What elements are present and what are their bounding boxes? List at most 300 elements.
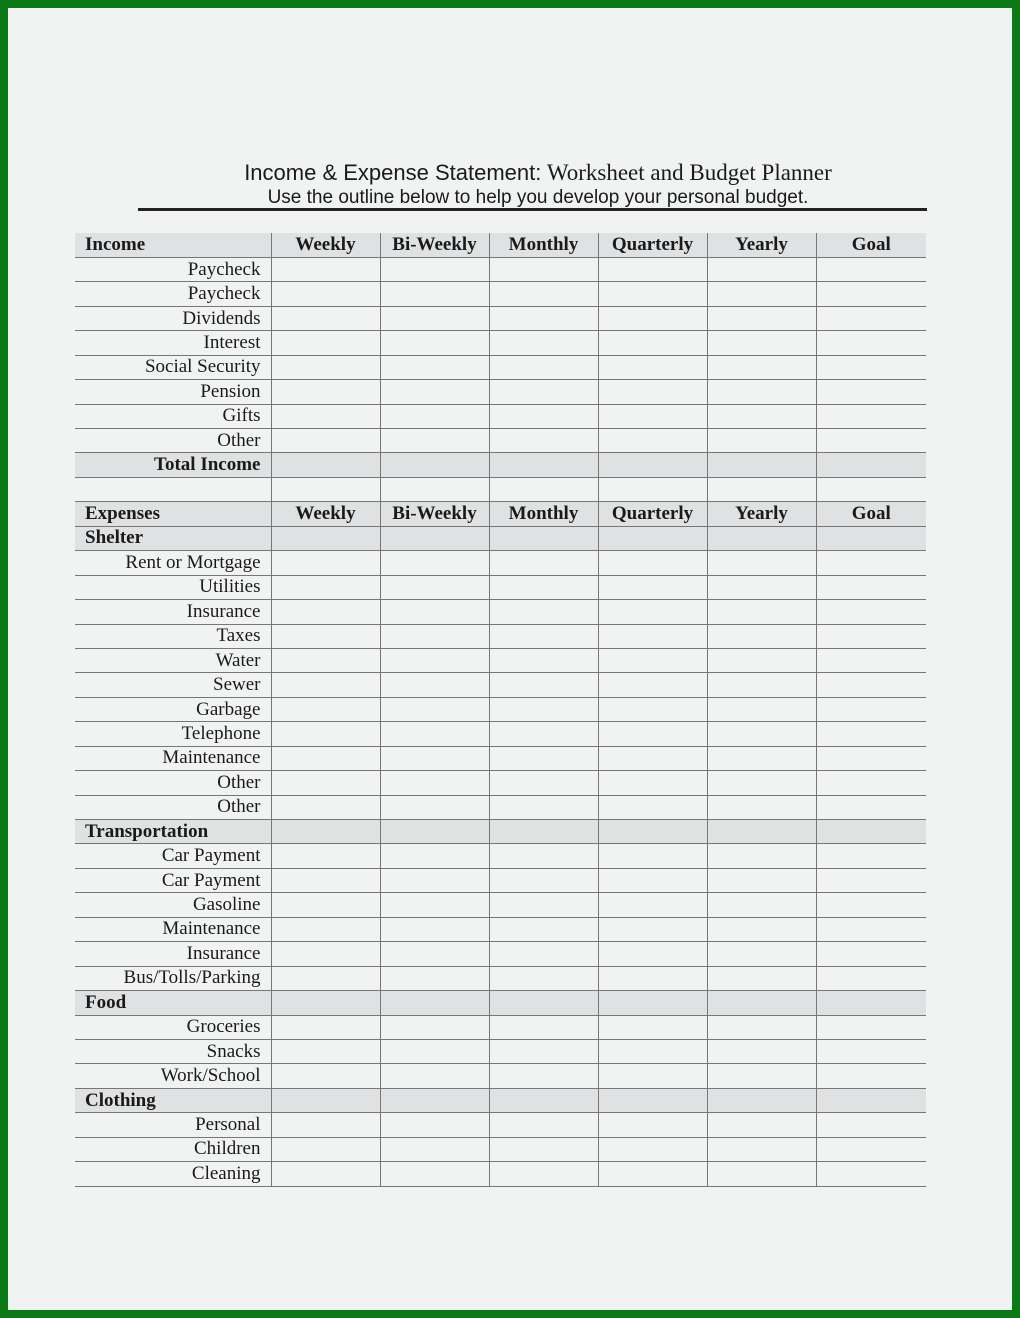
amount-cell[interactable]	[816, 1039, 926, 1063]
amount-cell[interactable]	[380, 1137, 489, 1161]
amount-cell[interactable]	[489, 746, 598, 770]
amount-cell[interactable]	[707, 673, 816, 697]
income-row	[75, 257, 926, 281]
amount-cell[interactable]	[707, 917, 816, 941]
expense-row	[75, 966, 926, 990]
amount-cell[interactable]	[380, 697, 489, 721]
amount-cell[interactable]	[271, 1137, 380, 1161]
amount-cell	[598, 477, 707, 501]
amount-cell[interactable]	[707, 966, 816, 990]
amount-cell[interactable]	[598, 771, 707, 795]
amount-cell[interactable]	[598, 966, 707, 990]
amount-cell[interactable]	[271, 1162, 380, 1186]
amount-cell[interactable]	[489, 1162, 598, 1186]
amount-cell[interactable]	[489, 1015, 598, 1039]
row-label: Interest	[75, 331, 271, 355]
amount-cell[interactable]	[489, 282, 598, 306]
amount-cell[interactable]	[271, 648, 380, 672]
amount-cell[interactable]	[271, 1064, 380, 1088]
amount-cell[interactable]	[380, 844, 489, 868]
amount-cell[interactable]	[816, 893, 926, 917]
expense-row	[75, 1039, 926, 1063]
amount-cell[interactable]	[271, 306, 380, 330]
amount-cell[interactable]	[271, 551, 380, 575]
amount-cell	[380, 820, 489, 844]
amount-cell[interactable]	[598, 404, 707, 428]
category-heading: Food	[75, 991, 271, 1015]
amount-cell[interactable]	[380, 722, 489, 746]
amount-cell[interactable]	[707, 697, 816, 721]
amount-cell[interactable]	[598, 380, 707, 404]
amount-cell[interactable]	[816, 1113, 926, 1137]
amount-cell[interactable]	[271, 453, 380, 477]
amount-cell	[598, 526, 707, 550]
income-row	[75, 306, 926, 330]
amount-cell[interactable]	[707, 453, 816, 477]
amount-cell[interactable]	[380, 1162, 489, 1186]
amount-cell[interactable]	[271, 429, 380, 453]
amount-cell[interactable]	[816, 380, 926, 404]
expenses-header-row	[75, 502, 926, 526]
row-label: Sewer	[75, 673, 271, 697]
amount-cell[interactable]	[380, 942, 489, 966]
amount-cell[interactable]	[489, 942, 598, 966]
title-main: Income & Expense Statement:	[244, 160, 542, 185]
amount-cell[interactable]	[380, 1113, 489, 1137]
amount-cell[interactable]	[380, 331, 489, 355]
amount-cell[interactable]	[816, 624, 926, 648]
amount-cell[interactable]	[271, 917, 380, 941]
amount-cell[interactable]	[816, 1162, 926, 1186]
amount-cell[interactable]	[598, 1137, 707, 1161]
amount-cell[interactable]	[380, 551, 489, 575]
amount-cell[interactable]	[380, 306, 489, 330]
amount-cell[interactable]	[380, 404, 489, 428]
amount-cell[interactable]	[816, 453, 926, 477]
amount-cell	[707, 526, 816, 550]
document-heading	[138, 158, 938, 208]
amount-cell[interactable]	[816, 404, 926, 428]
budget-table	[75, 233, 926, 1187]
row-label: Paycheck	[75, 257, 271, 281]
income-header-row	[75, 233, 926, 257]
amount-cell[interactable]	[489, 844, 598, 868]
expense-row	[75, 942, 926, 966]
amount-cell[interactable]	[598, 1162, 707, 1186]
expense-row	[75, 575, 926, 599]
amount-cell	[271, 526, 380, 550]
expense-row	[75, 551, 926, 575]
amount-cell[interactable]	[707, 380, 816, 404]
amount-cell[interactable]	[707, 282, 816, 306]
amount-cell[interactable]	[380, 795, 489, 819]
column-header: Goal	[816, 233, 926, 257]
amount-cell[interactable]	[598, 624, 707, 648]
amount-cell[interactable]	[380, 1064, 489, 1088]
amount-cell	[380, 526, 489, 550]
amount-cell[interactable]	[489, 1064, 598, 1088]
row-label: Children	[75, 1137, 271, 1161]
amount-cell[interactable]	[598, 453, 707, 477]
amount-cell	[707, 991, 816, 1015]
amount-cell[interactable]	[598, 257, 707, 281]
category-header-row	[75, 526, 926, 550]
row-label: Water	[75, 648, 271, 672]
amount-cell[interactable]	[707, 551, 816, 575]
amount-cell[interactable]	[816, 1064, 926, 1088]
amount-cell[interactable]	[816, 673, 926, 697]
amount-cell[interactable]	[489, 355, 598, 379]
amount-cell[interactable]	[598, 551, 707, 575]
expense-row	[75, 648, 926, 672]
amount-cell[interactable]	[489, 868, 598, 892]
amount-cell[interactable]	[707, 795, 816, 819]
amount-cell[interactable]	[380, 429, 489, 453]
amount-cell[interactable]	[489, 673, 598, 697]
amount-cell[interactable]	[489, 257, 598, 281]
amount-cell[interactable]	[598, 429, 707, 453]
amount-cell[interactable]	[816, 697, 926, 721]
amount-cell[interactable]	[816, 355, 926, 379]
amount-cell[interactable]	[380, 600, 489, 624]
amount-cell[interactable]	[598, 868, 707, 892]
row-label: Pension	[75, 380, 271, 404]
amount-cell[interactable]	[598, 893, 707, 917]
amount-cell[interactable]	[707, 893, 816, 917]
amount-cell[interactable]	[380, 771, 489, 795]
amount-cell	[598, 991, 707, 1015]
column-header: Weekly	[271, 502, 380, 526]
amount-cell	[380, 1088, 489, 1112]
expense-row	[75, 1113, 926, 1137]
row-label: Telephone	[75, 722, 271, 746]
expense-row	[75, 868, 926, 892]
category-header-row	[75, 1088, 926, 1112]
amount-cell	[271, 1088, 380, 1112]
amount-cell[interactable]	[489, 893, 598, 917]
amount-cell[interactable]	[707, 404, 816, 428]
amount-cell[interactable]	[816, 429, 926, 453]
amount-cell[interactable]	[489, 551, 598, 575]
amount-cell[interactable]	[707, 722, 816, 746]
amount-cell[interactable]	[271, 624, 380, 648]
amount-cell[interactable]	[707, 600, 816, 624]
amount-cell	[816, 820, 926, 844]
amount-cell[interactable]	[489, 771, 598, 795]
expense-row	[75, 1137, 926, 1161]
amount-cell[interactable]	[380, 1039, 489, 1063]
amount-cell[interactable]	[816, 306, 926, 330]
amount-cell[interactable]	[489, 429, 598, 453]
expense-row	[75, 697, 926, 721]
income-row	[75, 282, 926, 306]
expense-row	[75, 1064, 926, 1088]
amount-cell[interactable]	[489, 404, 598, 428]
amount-cell[interactable]	[707, 942, 816, 966]
row-label: Maintenance	[75, 746, 271, 770]
expense-row	[75, 771, 926, 795]
amount-cell[interactable]	[598, 942, 707, 966]
amount-cell[interactable]	[271, 355, 380, 379]
amount-cell	[489, 526, 598, 550]
amount-cell[interactable]	[598, 1113, 707, 1137]
amount-cell[interactable]	[598, 282, 707, 306]
expense-row	[75, 917, 926, 941]
amount-cell[interactable]	[598, 331, 707, 355]
total-income-row	[75, 453, 926, 477]
amount-cell[interactable]	[271, 380, 380, 404]
amount-cell[interactable]	[271, 771, 380, 795]
category-header-row	[75, 820, 926, 844]
title-secondary: Worksheet and Budget Planner	[546, 160, 832, 185]
title-underline	[138, 208, 927, 211]
row-label: Car Payment	[75, 844, 271, 868]
amount-cell[interactable]	[489, 648, 598, 672]
expense-row	[75, 600, 926, 624]
amount-cell[interactable]	[489, 795, 598, 819]
amount-cell[interactable]	[271, 966, 380, 990]
amount-cell[interactable]	[380, 917, 489, 941]
amount-cell[interactable]	[489, 722, 598, 746]
amount-cell[interactable]	[598, 697, 707, 721]
amount-cell[interactable]	[598, 306, 707, 330]
amount-cell[interactable]	[707, 1015, 816, 1039]
amount-cell[interactable]	[271, 697, 380, 721]
expense-row	[75, 722, 926, 746]
spacer-cell	[75, 477, 271, 501]
column-header: Quarterly	[598, 233, 707, 257]
spacer-row	[75, 477, 926, 501]
amount-cell[interactable]	[489, 1039, 598, 1063]
amount-cell[interactable]	[271, 600, 380, 624]
amount-cell	[489, 1088, 598, 1112]
amount-cell	[816, 991, 926, 1015]
amount-cell[interactable]	[816, 600, 926, 624]
amount-cell	[598, 1088, 707, 1112]
amount-cell[interactable]	[707, 771, 816, 795]
income-row	[75, 429, 926, 453]
amount-cell[interactable]	[489, 306, 598, 330]
amount-cell[interactable]	[489, 453, 598, 477]
amount-cell	[816, 477, 926, 501]
amount-cell[interactable]	[489, 331, 598, 355]
amount-cell	[489, 991, 598, 1015]
amount-cell[interactable]	[271, 795, 380, 819]
column-header: Quarterly	[598, 502, 707, 526]
amount-cell[interactable]	[380, 575, 489, 599]
amount-cell[interactable]	[271, 722, 380, 746]
amount-cell[interactable]	[598, 673, 707, 697]
amount-cell[interactable]	[816, 551, 926, 575]
amount-cell[interactable]	[816, 844, 926, 868]
amount-cell[interactable]	[380, 893, 489, 917]
amount-cell[interactable]	[707, 575, 816, 599]
row-label: Groceries	[75, 1015, 271, 1039]
amount-cell[interactable]	[271, 404, 380, 428]
amount-cell[interactable]	[816, 795, 926, 819]
amount-cell[interactable]	[380, 453, 489, 477]
expense-row	[75, 1162, 926, 1186]
amount-cell[interactable]	[816, 331, 926, 355]
row-label: Bus/Tolls/Parking	[75, 966, 271, 990]
amount-cell	[271, 991, 380, 1015]
amount-cell[interactable]	[380, 1015, 489, 1039]
row-label: Dividends	[75, 306, 271, 330]
amount-cell[interactable]	[816, 575, 926, 599]
income-heading: Income	[75, 233, 271, 257]
amount-cell[interactable]	[489, 380, 598, 404]
amount-cell[interactable]	[489, 575, 598, 599]
amount-cell[interactable]	[271, 1039, 380, 1063]
amount-cell[interactable]	[598, 746, 707, 770]
amount-cell[interactable]	[598, 575, 707, 599]
column-header: Monthly	[489, 502, 598, 526]
amount-cell[interactable]	[271, 331, 380, 355]
amount-cell[interactable]	[271, 575, 380, 599]
amount-cell[interactable]	[598, 722, 707, 746]
amount-cell[interactable]	[489, 1113, 598, 1137]
amount-cell[interactable]	[598, 917, 707, 941]
amount-cell[interactable]	[707, 355, 816, 379]
income-row	[75, 380, 926, 404]
amount-cell[interactable]	[816, 868, 926, 892]
row-label: Gifts	[75, 404, 271, 428]
column-header: Yearly	[707, 502, 816, 526]
column-header: Monthly	[489, 233, 598, 257]
row-label: Personal	[75, 1113, 271, 1137]
amount-cell[interactable]	[271, 257, 380, 281]
amount-cell	[271, 477, 380, 501]
amount-cell[interactable]	[380, 648, 489, 672]
column-header: Yearly	[707, 233, 816, 257]
amount-cell[interactable]	[489, 966, 598, 990]
row-label: Rent or Mortgage	[75, 551, 271, 575]
row-label: Taxes	[75, 624, 271, 648]
amount-cell[interactable]	[271, 844, 380, 868]
amount-cell[interactable]	[271, 1015, 380, 1039]
amount-cell	[271, 820, 380, 844]
amount-cell[interactable]	[489, 1137, 598, 1161]
amount-cell[interactable]	[707, 1064, 816, 1088]
column-header: Weekly	[271, 233, 380, 257]
amount-cell[interactable]	[598, 1039, 707, 1063]
expenses-heading: Expenses	[75, 502, 271, 526]
amount-cell[interactable]	[816, 966, 926, 990]
amount-cell[interactable]	[271, 868, 380, 892]
row-label: Snacks	[75, 1039, 271, 1063]
amount-cell[interactable]	[816, 942, 926, 966]
amount-cell	[489, 820, 598, 844]
amount-cell[interactable]	[816, 1137, 926, 1161]
amount-cell	[707, 820, 816, 844]
amount-cell[interactable]	[707, 648, 816, 672]
amount-cell[interactable]	[598, 795, 707, 819]
row-label: Other	[75, 429, 271, 453]
amount-cell[interactable]	[707, 1162, 816, 1186]
amount-cell[interactable]	[489, 600, 598, 624]
amount-cell[interactable]	[707, 257, 816, 281]
amount-cell[interactable]	[598, 355, 707, 379]
row-label: Other	[75, 771, 271, 795]
amount-cell[interactable]	[489, 697, 598, 721]
column-header: Bi-Weekly	[380, 233, 489, 257]
amount-cell[interactable]	[380, 966, 489, 990]
amount-cell[interactable]	[271, 1113, 380, 1137]
amount-cell[interactable]	[598, 844, 707, 868]
row-label: Social Security	[75, 355, 271, 379]
amount-cell	[598, 820, 707, 844]
amount-cell[interactable]	[380, 380, 489, 404]
amount-cell[interactable]	[707, 306, 816, 330]
expense-row	[75, 844, 926, 868]
row-label: Insurance	[75, 600, 271, 624]
amount-cell[interactable]	[489, 624, 598, 648]
column-header: Bi-Weekly	[380, 502, 489, 526]
amount-cell	[816, 526, 926, 550]
amount-cell	[707, 477, 816, 501]
amount-cell[interactable]	[816, 771, 926, 795]
amount-cell[interactable]	[380, 673, 489, 697]
amount-cell	[489, 477, 598, 501]
amount-cell[interactable]	[598, 1064, 707, 1088]
amount-cell[interactable]	[816, 282, 926, 306]
amount-cell[interactable]	[598, 648, 707, 672]
amount-cell[interactable]	[816, 917, 926, 941]
amount-cell[interactable]	[380, 282, 489, 306]
income-row	[75, 404, 926, 428]
amount-cell[interactable]	[816, 648, 926, 672]
amount-cell[interactable]	[271, 673, 380, 697]
amount-cell[interactable]	[707, 868, 816, 892]
row-label: Gasoline	[75, 893, 271, 917]
amount-cell[interactable]	[816, 722, 926, 746]
amount-cell[interactable]	[380, 624, 489, 648]
amount-cell[interactable]	[707, 746, 816, 770]
amount-cell[interactable]	[707, 844, 816, 868]
amount-cell[interactable]	[380, 355, 489, 379]
row-label: Other	[75, 795, 271, 819]
amount-cell[interactable]	[380, 257, 489, 281]
expense-row	[75, 673, 926, 697]
document-subtitle: Use the outline below to help you develop your personal budget.	[267, 187, 809, 208]
amount-cell[interactable]	[271, 893, 380, 917]
amount-cell[interactable]	[380, 746, 489, 770]
amount-cell[interactable]	[707, 1039, 816, 1063]
document-title	[138, 158, 938, 188]
amount-cell[interactable]	[707, 429, 816, 453]
row-label: Car Payment	[75, 868, 271, 892]
expense-row	[75, 624, 926, 648]
amount-cell	[816, 1088, 926, 1112]
amount-cell[interactable]	[707, 1113, 816, 1137]
amount-cell[interactable]	[271, 282, 380, 306]
amount-cell[interactable]	[816, 1015, 926, 1039]
amount-cell[interactable]	[707, 624, 816, 648]
amount-cell[interactable]	[707, 331, 816, 355]
amount-cell[interactable]	[598, 1015, 707, 1039]
amount-cell[interactable]	[707, 1137, 816, 1161]
amount-cell[interactable]	[271, 942, 380, 966]
amount-cell[interactable]	[598, 600, 707, 624]
amount-cell[interactable]	[380, 868, 489, 892]
amount-cell[interactable]	[271, 746, 380, 770]
amount-cell[interactable]	[816, 746, 926, 770]
amount-cell[interactable]	[816, 257, 926, 281]
row-label: Paycheck	[75, 282, 271, 306]
expense-row	[75, 1015, 926, 1039]
row-label: Utilities	[75, 575, 271, 599]
amount-cell[interactable]	[489, 917, 598, 941]
